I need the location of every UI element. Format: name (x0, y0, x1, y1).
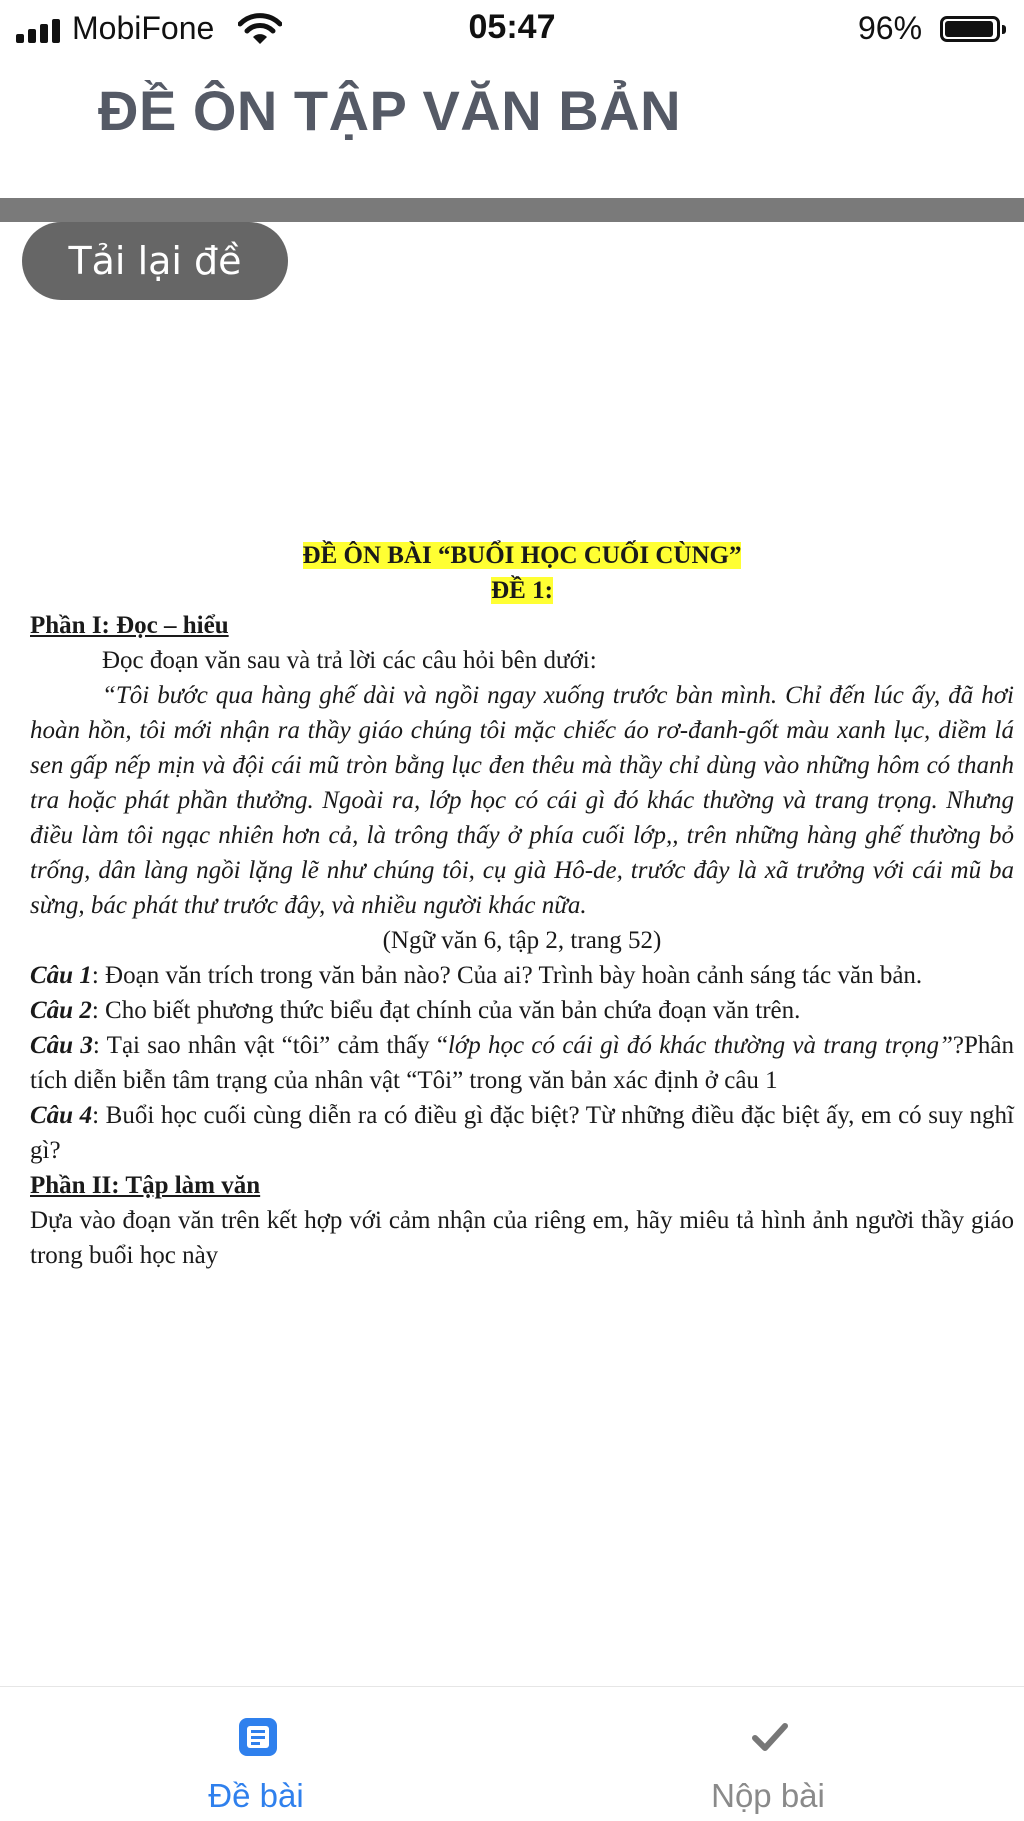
question-3 (30, 1028, 1014, 1098)
status-bar (0, 0, 1024, 58)
question-2 (30, 993, 1014, 1028)
tab-submit-label: Nộp bài (711, 1777, 825, 1814)
question-4-text: : Buổi học cuối cùng diễn ra có điều gì đặc biệt? Từ những điều đặc biệt ấy, em có suy nghĩ gì? (30, 1102, 1014, 1164)
question-3-quote: lớp học có cái gì đó khác thường và trang trọng” (447, 1032, 953, 1059)
reload-exam-button[interactable]: Tải lại đề (22, 222, 288, 300)
question-3-text-end: ?Phân tích diễn biễn tâm trạng của nhân vật “Tôi” trong văn bản xác định ở câu 1 (30, 1032, 1014, 1094)
question-4 (30, 1098, 1014, 1168)
reading-passage: “Tôi bước qua hàng ghế dài và ngồi ngay xuống trước bàn mình. Chỉ đến lúc ấy, đã hơi hoàn hồn, tôi mới nhận ra thầy giáo chúng tôi mặc chiếc áo rơ-đanh-gốt màu xanh lục, diềm lá sen gấp nếp mịn và đội cái mũ tròn bằng lục đen thêu mà thầy chỉ dùng vào những hôm có thanh tra hoặc phát phần thưởng. Ngoài ra, lớp học có cái gì đó khác thường và trang trọng. Nhưng điều làm tôi ngạc nhiên hơn cả, là trông thấy ở phía cuối lớp,, trên những hàng ghế thường bỏ trống, dân làng ngồi lặng lẽ như chúng tôi, cụ già Hô-de, trước đây là xã trưởng với cái mũ ba sừng, bác phát thư trước đây, và nhiều người khác nữa. (30, 682, 1014, 919)
checkmark-icon (750, 1717, 790, 1757)
question-2-label: Câu 2 (30, 997, 92, 1024)
document-subtitle: ĐỀ 1: (491, 577, 553, 604)
status-time: 05:47 (468, 8, 556, 46)
question-3-text: : Tại sao nhân vật “tôi” cảm thấy “ (92, 1032, 448, 1059)
page-title: ĐỀ ÔN TẬP VĂN BẢN (98, 79, 682, 142)
part2-heading: Phần II: Tập làm văn (30, 1172, 261, 1199)
part1-instruction: Đọc đoạn văn sau và trả lời các câu hỏi bên dưới: (102, 647, 597, 674)
part1-heading: Phần I: Đọc – hiểu (30, 612, 229, 639)
part2-prompt: Dựa vào đoạn văn trên kết hợp với cảm nhận của riêng em, hãy miêu tả hình ảnh người thầy giáo trong buổi học này (30, 1207, 1014, 1269)
tab-exam-label: Đề bài (208, 1777, 304, 1814)
tab-exam[interactable] (0, 1687, 512, 1821)
battery-percentage: 96% (858, 10, 923, 46)
document-title: ĐỀ ÔN BÀI “BUỔI HỌC CUỐI CÙNG” (302, 542, 742, 569)
question-3-label: Câu 3 (30, 1032, 93, 1059)
header-divider (0, 198, 1024, 222)
question-1-text: : Đoạn văn trích trong văn bản nào? Của ai? Trình bày hoàn cảnh sáng tác văn bản. (91, 962, 923, 989)
bottom-tab-bar (0, 1686, 1024, 1821)
exam-document (30, 538, 1014, 1273)
question-1-label: Câu 1 (30, 962, 92, 989)
document-icon (238, 1717, 278, 1757)
question-2-text: : Cho biết phương thức biểu đạt chính của văn bản chứa đoạn văn trên. (91, 997, 801, 1024)
tab-submit[interactable] (512, 1687, 1024, 1821)
question-1 (30, 958, 1014, 993)
passage-source: (Ngữ văn 6, tập 2, trang 52) (382, 927, 662, 954)
question-4-label: Câu 4 (30, 1102, 93, 1129)
carrier-name: MobiFone (72, 10, 215, 46)
battery-icon (940, 16, 1000, 42)
